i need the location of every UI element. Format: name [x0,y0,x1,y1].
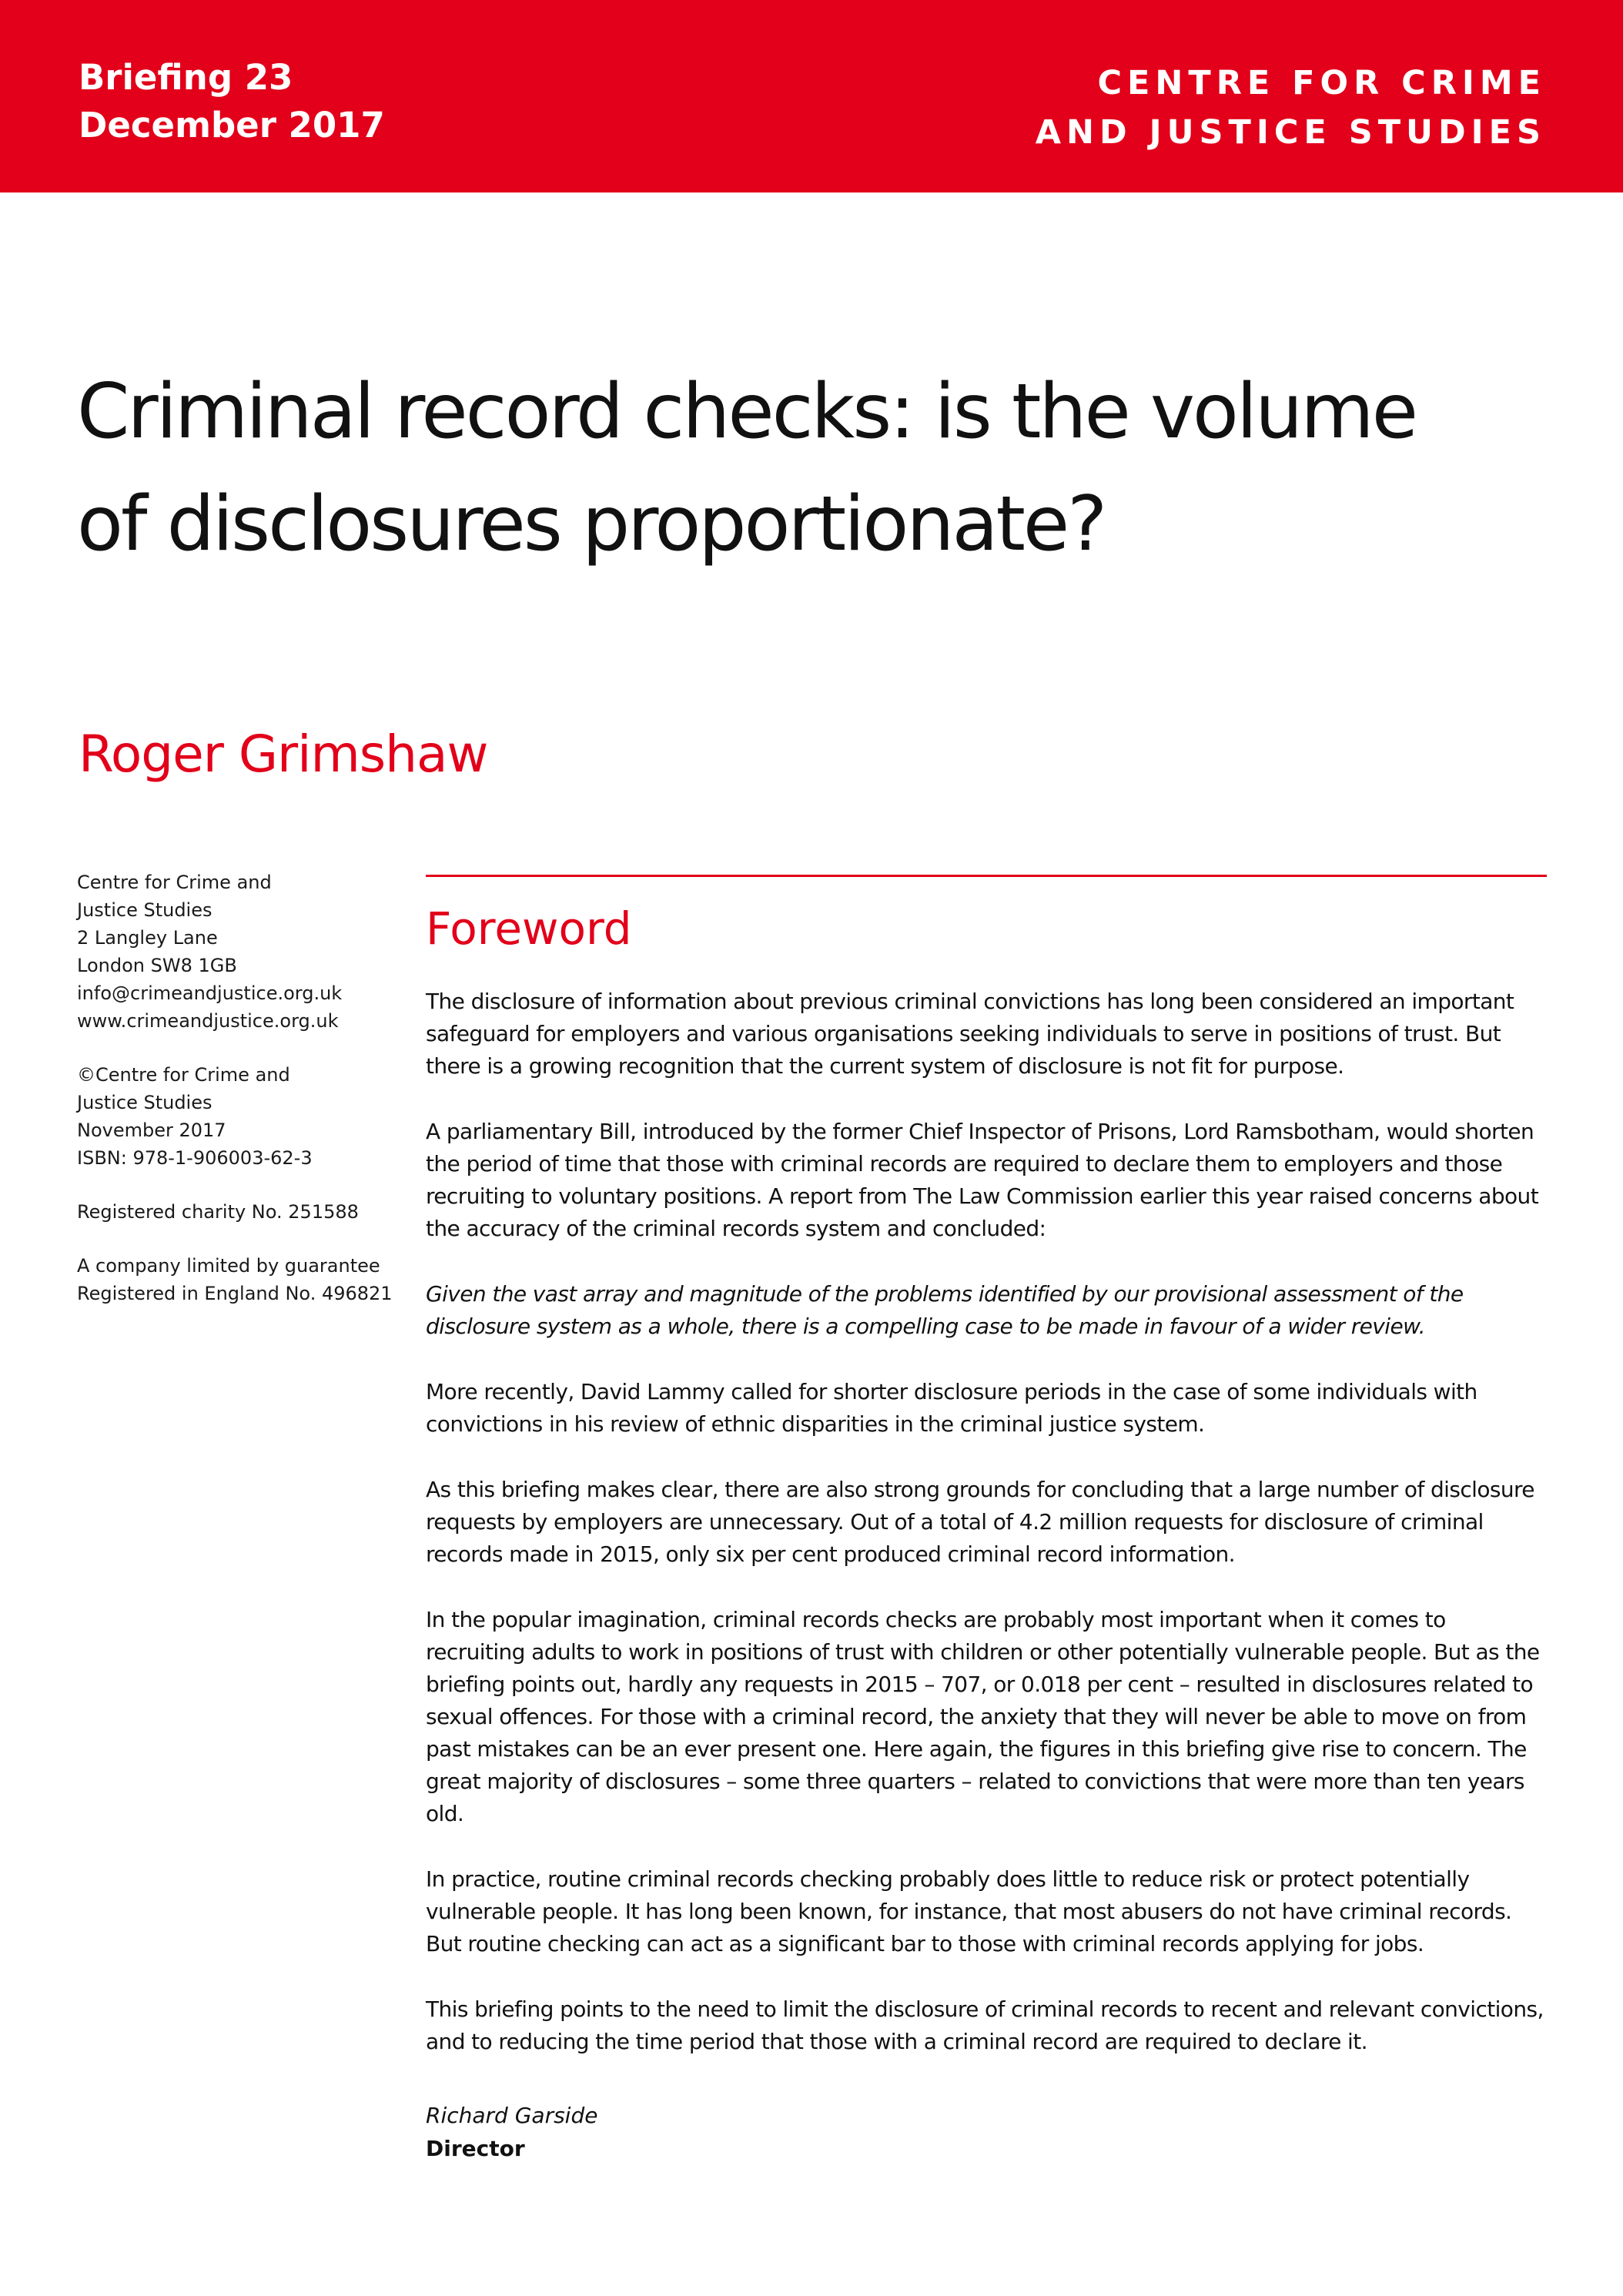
foreword-paragraph: A parliamentary Bill, introduced by the former Chief Inspector of Prisons, Lord Ramsbotham, would shorten the period of time that those with criminal records are required to declare them to employers and those recruiting to voluntary positions. A report from The Law Commission earlier this year raised concerns about the accuracy of the criminal records system and concluded: [426,1119,1539,1241]
copyright-block [77,1061,400,1172]
briefing-date: December 2017 [79,105,385,146]
signatory-role: Director [426,2136,525,2161]
header-banner [0,0,1623,192]
author-name: Roger Grimshaw [79,725,488,784]
title-line-2: of disclosures proportionate? [77,480,1106,568]
organisation-name-line-2: AND JUSTICE STUDIES [1035,113,1546,152]
page-title [77,356,1571,581]
charity-number: Registered charity No. 251588 [77,1201,359,1223]
publication-date: November 2017 [77,1120,226,1141]
address-line: Justice Studies [77,899,212,921]
foreword-paragraph: In practice, routine criminal records checking probably does little to reduce risk or protect potentially vulnerable people. It has long been known, for instance, that most abusers do not have criminal records. But routine checking can act as a significant bar to those with criminal records applying for jobs. [426,1866,1512,1956]
company-line: A company limited by guarantee [77,1255,380,1277]
foreword-paragraph: This briefing points to the need to limit the disclosure of criminal records to recent and relevant convictions, and to reducing the time period that those with a criminal record are required to declare it. [426,1996,1544,2054]
sidebar-contact-details [77,869,400,1334]
organisation-logo [1036,59,1546,157]
briefing-info [79,54,385,149]
signatory-name: Richard Garside [426,2103,598,2128]
foreword-heading: Foreword [426,902,632,955]
foreword-paragraph: As this briefing makes clear, there are also strong grounds for concluding that a large number of disclosure requests by employers are unnecessary. Out of a total of 4.2 million requests for disclosure of criminal records made in 2015, only six per cent produced criminal record information. [426,1477,1534,1567]
address-line: 2 Langley Lane [77,927,218,949]
address-line: London SW8 1GB [77,955,237,976]
company-registration: Registered in England No. 496821 [77,1283,393,1304]
address-line: Centre for Crime and [77,872,272,893]
foreword-paragraph: The disclosure of information about previous criminal convictions has long been considered an important safeguard for employers and various organisations seeking individuals to serve in positions of trust. But there is a growing recognition that the current system of disclosure is not fit for purpose. [426,989,1514,1079]
isbn: ISBN: 978-1-906003-62-3 [77,1147,313,1169]
email-address: info@crimeandjustice.org.uk [77,982,343,1004]
law-commission-quote: Given the vast array and magnitude of the problems identified by our provisional assessment of the disclosure system as a whole, there is a compelling case to be made in favour of a wider review. [426,1281,1464,1339]
foreword-paragraph: In the popular imagination, criminal records checks are probably most important when it comes to recruiting adults to work in positions of trust with children or other potentially vulnerable people. But as the briefing points out, hardly any requests in 2015 – 707, or 0.018 per cent – resulted in disclosures related to sexual offences. For those with a criminal record, the anxiety that they will never be able to move on from past mistakes can be an ever present one. Here again, the figures in this briefing give rise to concern. The great majority of disclosures – some three quarters – related to convictions that were more than ten years old. [426,1607,1540,1826]
company-block [77,1252,400,1307]
address-block [77,869,400,1035]
foreword-body [426,986,1547,2091]
copyright-line: ©Centre for Crime and [77,1064,290,1086]
section-divider [426,875,1547,877]
signature-block [426,2099,597,2165]
title-line-1: Criminal record checks: is the volume [77,368,1416,456]
foreword-paragraph: More recently, David Lammy called for shorter disclosure periods in the case of some individuals with convictions in his review of ethnic disparities in the criminal justice system. [426,1379,1477,1437]
copyright-line: Justice Studies [77,1092,212,1113]
briefing-number: Briefing 23 [79,57,293,98]
organisation-name-line-1: CENTRE FOR CRIME [1097,64,1546,102]
website-address: www.crimeandjustice.org.uk [77,1010,339,1032]
charity-block [77,1198,400,1226]
